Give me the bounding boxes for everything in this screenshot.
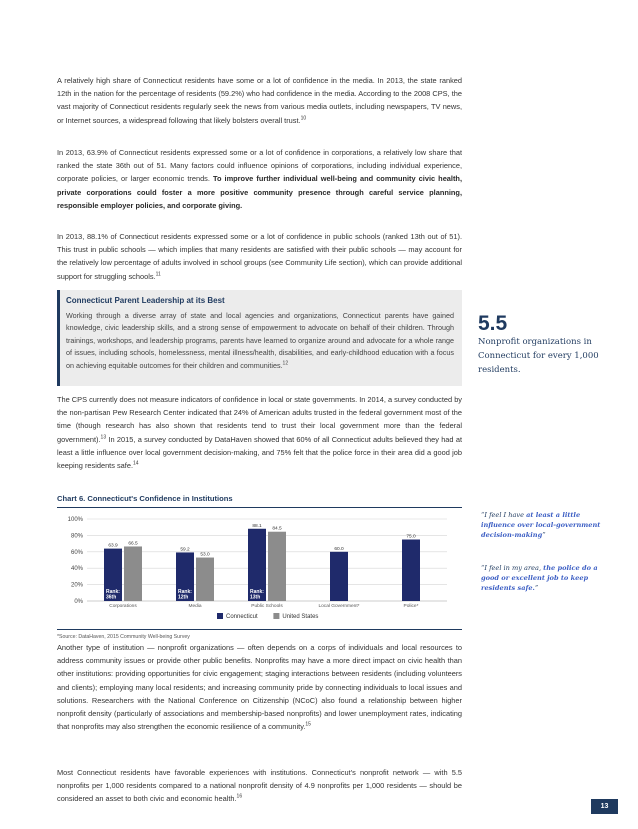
legend-swatch (273, 613, 279, 619)
bar-connecticut (402, 540, 420, 602)
y-tick-label: 60% (70, 549, 83, 556)
rank-label: Rank: (106, 589, 120, 595)
data-label: 75.0 (406, 534, 416, 540)
paragraph-nonprofit-density: Most Connecticut residents have favorable experiences with institutions. Connecticut's nonprofit network — with 5.5 nonprofits per 1,000 residents compared to a national nonprofit density of 4.9 nonprofits per 1,000 residents — should be considered an asset to both civic and economic health.$^{16}$ (57, 768, 462, 804)
paragraph-public-schools: In 2013, 88.1% of Connecticut residents expressed some or a lot of confidence in public schools (ranked 13th out of 51). This trust in public schools — which implies that many residents are satisfied with their public schools — may account for the relatively low percentage of adults involved in school groups (see Community Life section), which can provide additional support for struggling schools.$^{11}$ (57, 232, 462, 281)
y-tick-label: 0% (74, 599, 83, 605)
legend-label: Connecticut (226, 614, 258, 620)
nonprofit-stat (478, 313, 623, 377)
y-tick-label: 40% (70, 566, 83, 573)
y-tick-label: 100% (67, 517, 83, 523)
x-tick-label: Media (188, 604, 202, 609)
bar-united-states (196, 558, 214, 601)
chart-title: Chart 6. Connecticut's Confidence in Institutions (57, 494, 233, 503)
data-label: 53.0 (200, 552, 210, 558)
callout-title: Connecticut Parent Leadership at its Best (66, 296, 225, 305)
quote-police-safety: “I feel in my area, the police do a good or excellent job to keep residents safe.” (481, 564, 598, 592)
legend-swatch (217, 613, 223, 619)
x-tick-label: Police* (403, 604, 419, 609)
legend-label: United States (282, 614, 319, 620)
data-label: 59.2 (180, 547, 190, 553)
rank-label: Rank: (250, 589, 264, 595)
rank-value: 36th (106, 594, 117, 601)
quote-local-influence: “I feel I have at least a little influence over local-government decision-making” (481, 511, 601, 539)
bar-united-states (124, 546, 142, 601)
paragraph-government-trust: The CPS currently does not measure indicators of confidence in local or state governments. In 2014, a survey conducted by the non-partisan Pew Research Center indicated that 24% of American adults trusted in the federal government most of the time (though research has also shown that residents tend to trust their local government more than the federal government).$^{13}$ In 2015, a survey conducted by DataHaven showed that 60% of all Connecticut adults believed they had at least a little influence over local government decision-making, and 75% felt that the police force in their area did a good job keeping residents safe.$^{14}$ (57, 395, 462, 471)
data-label: 84.5 (272, 526, 282, 532)
data-label: 63.9 (108, 543, 118, 549)
confidence-bar-chart (57, 510, 462, 626)
data-label: 88.1 (252, 523, 262, 529)
data-label: 66.5 (128, 541, 138, 547)
bar-connecticut (330, 552, 348, 601)
chart-bottom-rule (57, 629, 462, 630)
x-tick-label: Local Government* (318, 604, 360, 609)
paragraph-nonprofits: Another type of institution — nonprofit organizations — often depends on a corps of individuals and local resources to address community issues or provide other public benefits. Nonprofits may have a more direct impact on civic health than other institutions: providing opportunities for civic engagement; staging interactions between residents (including volunteers and clients); employing many local residents; and increasing community pride by connecting individuals to local issues and solutions. Researchers with the National Conference on Citizenship (NCoC) also found a relationship between higher nonprofit density (particularly of associations and membership-based nonprofits) and lower unemployment rates, indicating that nonprofits may also strengthen the economic resilience of a community.$^{15}$ (57, 643, 462, 732)
corporations-recommendation: To improve further individual well-being and community civic health, private corporations could foster a more positive community presence through careful service planning, responsible employer policies, and corporate giving. (57, 174, 462, 210)
rank-value: 13th (250, 594, 261, 601)
data-label: 60.0 (334, 546, 344, 552)
page-number: 13 (591, 799, 618, 814)
bar-united-states (268, 532, 286, 601)
y-tick-label: 80% (70, 533, 83, 540)
y-tick-label: 20% (70, 582, 83, 589)
x-tick-label: Public Schools (251, 604, 283, 609)
callout-accent-bar (57, 290, 60, 386)
parent-leadership-callout (57, 290, 462, 386)
callout-body: Working through a diverse array of state and local agencies and organizations, Connecticut parents have gained knowledge, civic leadership skills, and a strong sense of empowerment to advocate on behalf of their children. Through trainings, workshops, and leadership programs, parents have learned to organize around and advocate for a whole range of issues, including schools, homelessness, mental illness/health, disabilities, and early-childhood education with a focus on achieving equitable outcomes for their children and communities.$^{12}$ (66, 311, 454, 370)
rank-label: Rank: (178, 589, 192, 595)
stat-value: 5.5 (478, 312, 508, 335)
chart-source-note: *Source: DataHaven, 2015 Community Well-being Survey (57, 634, 190, 640)
chart-top-rule (57, 507, 462, 508)
stat-description: Nonprofit organizations in Connecticut for every 1,000 residents. (478, 337, 599, 375)
rank-value: 12th (178, 594, 189, 601)
x-tick-label: Corporations (109, 604, 137, 609)
paragraph-media: A relatively high share of Connecticut residents have some or a lot of confidence in the media. In 2013, the state ranked 12th in the nation for the percentage of residents (59.2%) who had confidence in the media. According to the 2008 CPS, the vast majority of Connecticut residents regularly seek the news from various media outlets, including newspapers, TV news, or Internet sources, a widespread following that likely bolsters overall trust.$^{10}$ (57, 76, 462, 125)
paragraph-corporations: In 2013, 63.9% of Connecticut residents expressed some or a lot of confidence in corporations, a relatively low share that ranked the state 36th out of 51. Many factors could influence opinions of corporations, including individual experience, corporate policies, or larger economic trends. To improve further individual well-being and community civic health, private corporations could foster a more positive community presence through careful service planning, responsible employer policies, and corporate giving. (57, 148, 462, 210)
